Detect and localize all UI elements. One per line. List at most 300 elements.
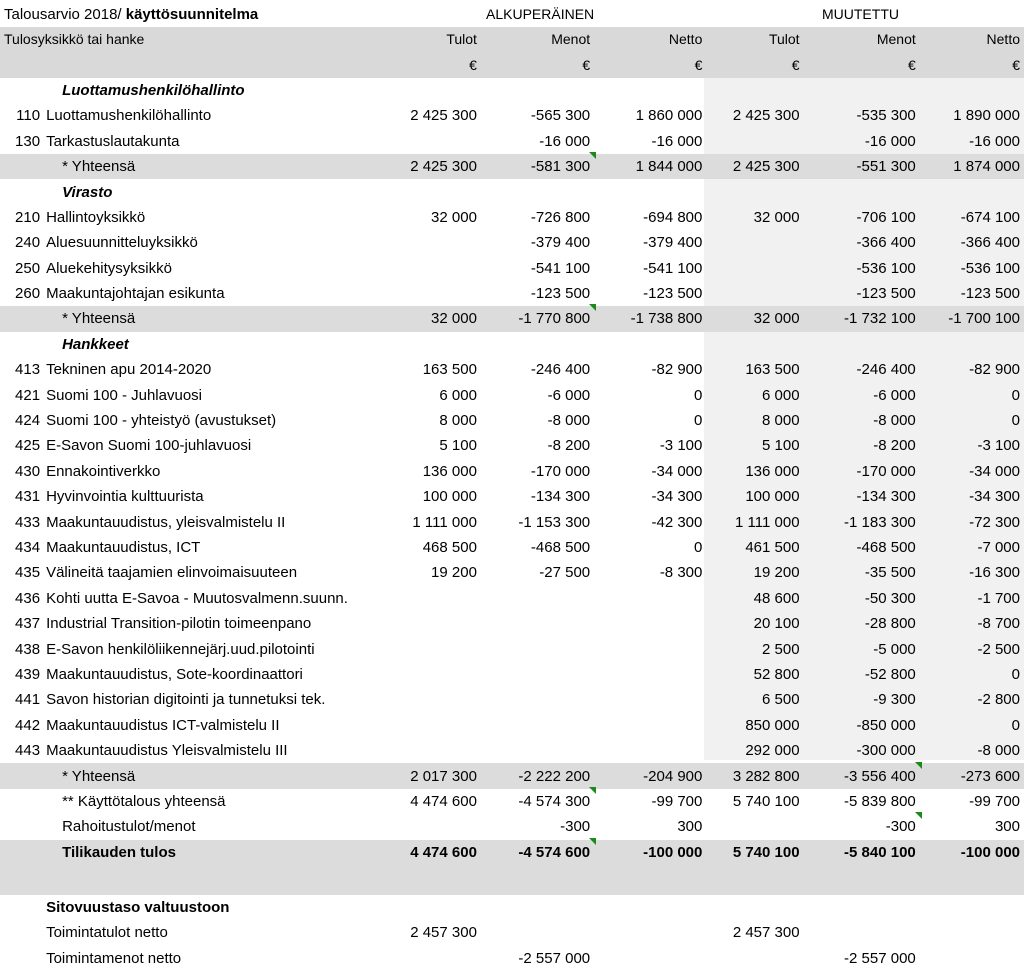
budget-table-body [0, 27, 1024, 971]
value-cell [804, 306, 920, 331]
value-text: 0 [694, 412, 703, 430]
col-header-menot-orig: Menot [481, 27, 594, 52]
value-text: -34 000 [969, 462, 1020, 480]
value-text: -535 300 [856, 107, 916, 125]
row-name: * Yhteensä [44, 763, 385, 788]
table-row [0, 738, 1024, 763]
value-text: -468 500 [856, 539, 916, 556]
currency-row-spacer [0, 52, 385, 77]
currency-cell: € [481, 52, 594, 77]
value-cell [385, 382, 481, 407]
value-text: -366 400 [856, 234, 916, 252]
value-text: 0 [1011, 716, 1020, 734]
value-text: -706 100 [856, 208, 916, 226]
value-cell [920, 636, 1024, 661]
value-text: 1 890 000 [953, 107, 1020, 125]
value-text: 32 000 [431, 208, 477, 226]
row-name: Rahoitustulot/menot [62, 818, 196, 836]
value-text: 461 500 [745, 539, 800, 556]
value-text: 4 474 600 [410, 792, 477, 810]
value-text: -123 500 [643, 285, 703, 303]
value-text: -7 000 [977, 539, 1020, 556]
value-cell [920, 789, 1024, 814]
binding-value [920, 946, 1024, 971]
row-code: 413 [15, 361, 41, 379]
value-text: -8 000 [547, 412, 591, 430]
value-cell [920, 103, 1024, 128]
value-cell [706, 535, 803, 560]
value-cell [706, 586, 803, 611]
row-code [0, 154, 44, 179]
value-text: -34 300 [969, 488, 1020, 506]
section-code-spacer [0, 78, 44, 103]
row-code: 424 [15, 412, 41, 430]
value-cell [706, 433, 803, 458]
value-text: 100 000 [422, 488, 477, 506]
value-cell [481, 357, 594, 382]
value-text: -8 000 [977, 742, 1020, 760]
value-cell [706, 230, 803, 255]
value-text: 2 425 300 [732, 158, 800, 176]
value-cell [706, 509, 803, 534]
value-cell [804, 230, 920, 255]
value-text: -1 183 300 [844, 513, 916, 531]
table-row [0, 459, 1024, 484]
value-cell [481, 560, 594, 585]
value-cell [920, 738, 1024, 763]
value-text: -850 000 [856, 716, 916, 734]
value-cell [706, 687, 803, 712]
value-text: 4 474 600 [410, 843, 477, 861]
row-code [0, 763, 44, 788]
value-cell [594, 256, 706, 281]
row-name: Maakuntauudistus Yleisvalmistelu III [46, 742, 288, 760]
value-cell [385, 789, 481, 814]
row-code [0, 814, 44, 839]
row-code: 250 [15, 259, 41, 277]
value-text: 292 000 [745, 742, 800, 760]
binding-value [481, 920, 594, 945]
row-name: * Yhteensä [44, 306, 385, 331]
value-text: -3 556 400 [844, 767, 916, 785]
value-cell [385, 484, 481, 509]
value-cell [804, 459, 920, 484]
value-cell [706, 814, 803, 839]
value-cell [481, 713, 594, 738]
value-text: -246 400 [856, 361, 916, 379]
value-cell [594, 814, 706, 839]
value-text: 6 000 [439, 386, 477, 404]
value-text: -674 100 [960, 208, 1020, 226]
row-name: ** Käyttötalous yhteensä [62, 792, 226, 810]
value-cell [481, 484, 594, 509]
value-text: 100 000 [745, 488, 800, 506]
row-name: Suomi 100 - Juhlavuosi [46, 386, 202, 404]
value-cell [594, 357, 706, 382]
row-name: Tarkastuslautakunta [46, 132, 180, 150]
value-cell [385, 662, 481, 687]
binding-value: -2 557 000 [518, 949, 591, 967]
value-cell [481, 103, 594, 128]
binding-value: 2 457 300 [732, 924, 800, 942]
row-name: Hyvinvointia kulttuurista [46, 488, 204, 506]
row-name: Ennakointiverkko [46, 462, 161, 480]
binding-value [594, 946, 706, 971]
value-cell [804, 256, 920, 281]
value-text: -551 300 [856, 158, 916, 176]
row-name: E-Savon Suomi 100-juhlavuosi [46, 437, 252, 455]
value-text: 0 [1011, 386, 1020, 404]
value-text: -2 222 200 [518, 767, 591, 785]
section-heading-row [0, 78, 1024, 103]
value-text: -99 700 [969, 792, 1020, 810]
row-name: Luottamushenkilöhallinto [46, 107, 212, 125]
title-bold: käyttösuunnitelma [125, 6, 259, 23]
value-text: -300 [560, 818, 591, 836]
value-cell [481, 840, 594, 865]
table-row [0, 560, 1024, 585]
value-cell [920, 230, 1024, 255]
value-text: 136 000 [745, 462, 800, 480]
value-cell [920, 484, 1024, 509]
value-text: -300 000 [856, 742, 916, 760]
value-text: 2 425 300 [732, 107, 800, 125]
value-text: -1 700 [977, 589, 1020, 607]
row-name: E-Savon henkilöliikennejärj.uud.pilotointi [46, 640, 315, 658]
value-cell [385, 814, 481, 839]
row-code: 439 [15, 665, 41, 683]
unit-label: Tulosyksikkö tai hanke [0, 27, 385, 52]
value-cell [594, 738, 706, 763]
row-name: Tilikauden tulos [44, 840, 385, 865]
value-text: 5 100 [439, 437, 477, 455]
currency-row [0, 52, 1024, 77]
value-text: -6 000 [873, 386, 916, 404]
value-text: 0 [1011, 412, 1020, 430]
value-cell [385, 713, 481, 738]
value-text: -16 000 [969, 132, 1020, 150]
value-text: 163 500 [745, 361, 800, 379]
value-cell [706, 713, 803, 738]
value-cell [706, 560, 803, 585]
row-code: 425 [15, 437, 41, 455]
value-text: -134 300 [856, 488, 916, 506]
value-cell [481, 586, 594, 611]
value-text: -726 800 [530, 208, 591, 226]
value-text: -16 000 [864, 132, 916, 150]
value-text: -8 000 [873, 412, 916, 430]
value-text: -27 500 [539, 564, 591, 582]
row-code [0, 840, 44, 865]
row-name: Maakuntajohtajan esikunta [46, 285, 225, 303]
value-text: -273 600 [960, 767, 1020, 785]
spacer-row [0, 865, 1024, 895]
value-cell [385, 611, 481, 636]
value-text: -50 300 [864, 589, 916, 607]
section-heading-row [0, 332, 1024, 357]
binding-row [0, 920, 1024, 945]
value-text: 136 000 [422, 462, 477, 480]
value-text: 2 425 300 [410, 107, 477, 125]
value-text: 300 [994, 818, 1020, 836]
value-cell [920, 357, 1024, 382]
row-code: 438 [15, 640, 41, 658]
value-cell [385, 357, 481, 382]
value-text: 5 740 100 [732, 792, 800, 810]
value-text: -100 000 [643, 843, 703, 861]
value-text: -35 500 [864, 564, 916, 582]
value-cell [804, 713, 920, 738]
table-row [0, 662, 1024, 687]
value-text: 8 000 [762, 412, 800, 430]
row-code: 437 [15, 615, 41, 633]
total-row [0, 789, 1024, 814]
value-cell [920, 306, 1024, 331]
row-code: 431 [15, 488, 41, 506]
value-text: -3 100 [659, 437, 703, 455]
value-text: -581 300 [530, 158, 591, 176]
value-cell [804, 560, 920, 585]
column-header-row [0, 27, 1024, 52]
value-text: -379 400 [530, 234, 591, 252]
value-text: -82 900 [969, 361, 1020, 379]
row-name: Suomi 100 - yhteistyö (avustukset) [46, 412, 277, 430]
table-row [0, 484, 1024, 509]
value-cell [804, 509, 920, 534]
value-text: -123 500 [530, 285, 591, 303]
value-cell [920, 256, 1024, 281]
value-text: 5 100 [762, 437, 800, 455]
value-cell [385, 230, 481, 255]
value-text: -1 770 800 [518, 310, 591, 328]
value-cell [920, 560, 1024, 585]
table-row [0, 713, 1024, 738]
table-row [0, 256, 1024, 281]
row-code [0, 789, 44, 814]
table-row [0, 408, 1024, 433]
value-text: -1 153 300 [518, 513, 591, 531]
value-cell [920, 611, 1024, 636]
binding-value [804, 920, 920, 945]
value-text: 1 111 000 [735, 513, 800, 531]
row-code: 435 [15, 564, 41, 582]
value-cell [481, 738, 594, 763]
value-cell [385, 738, 481, 763]
value-cell [804, 382, 920, 407]
value-cell [706, 154, 803, 179]
value-text: 52 800 [753, 665, 800, 683]
value-cell [706, 281, 803, 306]
table-row [0, 586, 1024, 611]
value-text: -123 500 [856, 285, 916, 303]
value-text: -366 400 [960, 234, 1020, 252]
row-code: 442 [15, 716, 41, 734]
value-cell [594, 408, 706, 433]
table-row [0, 230, 1024, 255]
value-cell [706, 840, 803, 865]
value-text: -8 200 [873, 437, 916, 455]
value-cell [706, 357, 803, 382]
value-cell [706, 408, 803, 433]
value-text: -100 000 [960, 843, 1020, 861]
row-name: Maakuntauudistus, Sote-koordinaattori [46, 665, 303, 683]
value-cell [920, 840, 1024, 865]
value-text: -9 300 [873, 691, 916, 709]
value-cell [804, 408, 920, 433]
value-cell [920, 687, 1024, 712]
binding-value [594, 920, 706, 945]
table-row [0, 433, 1024, 458]
value-cell [920, 408, 1024, 433]
total-row [0, 306, 1024, 331]
value-text: 32 000 [753, 310, 800, 328]
binding-value: 2 457 300 [410, 924, 477, 942]
col-header-netto-changed: Netto [920, 27, 1024, 52]
value-cell [481, 256, 594, 281]
value-cell [920, 535, 1024, 560]
col-header-tulot-changed: Tulot [706, 27, 803, 52]
value-cell [481, 789, 594, 814]
row-name: Industrial Transition-pilotin toimeenpano [46, 615, 312, 633]
table-row [0, 636, 1024, 661]
value-cell [594, 636, 706, 661]
value-cell [804, 636, 920, 661]
row-name: Maakuntauudistus, ICT [46, 539, 201, 556]
value-text: -134 300 [530, 488, 591, 506]
col-header-menot-changed: Menot [804, 27, 920, 52]
value-cell [706, 789, 803, 814]
value-cell [594, 281, 706, 306]
value-text: -8 200 [547, 437, 591, 455]
value-cell [594, 306, 706, 331]
value-cell [594, 763, 706, 788]
value-cell [594, 535, 706, 560]
value-cell [706, 256, 803, 281]
value-cell [804, 763, 920, 788]
value-text: -1 738 800 [630, 310, 703, 328]
value-text: -536 100 [960, 259, 1020, 277]
value-cell [920, 763, 1024, 788]
value-cell [594, 103, 706, 128]
value-cell [706, 382, 803, 407]
value-text: -300 [885, 818, 916, 836]
value-cell [804, 687, 920, 712]
value-text: -16 000 [539, 132, 591, 150]
value-cell [804, 357, 920, 382]
value-cell [920, 205, 1024, 230]
row-name: Aluesuunnitteluyksikkö [46, 234, 198, 252]
value-cell [804, 205, 920, 230]
table-row [0, 382, 1024, 407]
col-header-tulot-orig: Tulot [385, 27, 481, 52]
value-text: -123 500 [960, 285, 1020, 303]
value-cell [385, 535, 481, 560]
row-name: * Yhteensä [44, 154, 385, 179]
value-cell [594, 484, 706, 509]
value-text: -5 840 100 [844, 843, 916, 861]
value-cell [920, 662, 1024, 687]
table-row [0, 509, 1024, 534]
budget-table [0, 27, 1024, 971]
value-text: -52 800 [864, 665, 916, 683]
section-code-spacer [0, 332, 44, 357]
section-code-spacer [0, 179, 44, 204]
value-cell [385, 256, 481, 281]
value-cell [385, 560, 481, 585]
value-cell [804, 154, 920, 179]
page-title [4, 6, 258, 26]
value-cell [706, 129, 803, 154]
value-text: 6 000 [762, 386, 800, 404]
value-text: -3 100 [977, 437, 1020, 455]
value-cell [481, 763, 594, 788]
binding-row-name: Toimintamenot netto [46, 949, 182, 967]
value-text: 2 425 300 [410, 158, 477, 176]
value-cell [385, 281, 481, 306]
table-row [0, 357, 1024, 382]
section-heading: Virasto [62, 183, 113, 201]
value-cell [481, 306, 594, 331]
value-cell [385, 205, 481, 230]
value-text: 48 600 [753, 589, 800, 607]
value-cell [706, 306, 803, 331]
value-text: 163 500 [422, 361, 477, 379]
value-cell [804, 535, 920, 560]
value-text: 19 200 [753, 564, 800, 582]
value-text: 6 500 [762, 691, 800, 709]
value-cell [706, 611, 803, 636]
value-cell [920, 382, 1024, 407]
value-cell [706, 103, 803, 128]
value-text: -2 500 [977, 640, 1020, 658]
value-cell [920, 586, 1024, 611]
value-text: -72 300 [969, 513, 1020, 531]
currency-cell: € [385, 52, 481, 77]
value-cell [481, 509, 594, 534]
total-row [0, 154, 1024, 179]
binding-row [0, 946, 1024, 971]
value-cell [594, 230, 706, 255]
value-text: -82 900 [651, 361, 703, 379]
value-text: 32 000 [431, 310, 477, 328]
value-cell [481, 611, 594, 636]
value-text: -694 800 [643, 208, 703, 226]
row-name: Maakuntauudistus ICT-valmistelu II [46, 716, 280, 734]
value-cell [385, 763, 481, 788]
table-row [0, 281, 1024, 306]
value-cell [804, 586, 920, 611]
value-cell [594, 129, 706, 154]
value-cell [920, 154, 1024, 179]
value-text: -1 732 100 [844, 310, 916, 328]
binding-value [385, 946, 481, 971]
value-text: 20 100 [753, 615, 800, 633]
value-cell [920, 459, 1024, 484]
value-text: 468 500 [422, 539, 477, 556]
value-text: -99 700 [651, 792, 703, 810]
row-code: 436 [15, 589, 41, 607]
value-text: -34 300 [651, 488, 703, 506]
value-text: -8 700 [977, 615, 1020, 633]
value-text: -536 100 [856, 259, 916, 277]
value-cell [481, 662, 594, 687]
value-cell [706, 763, 803, 788]
value-text: 300 [677, 818, 703, 836]
value-cell [481, 205, 594, 230]
row-code: 433 [15, 513, 41, 531]
value-text: 5 740 100 [732, 843, 800, 861]
row-name: Tekninen apu 2014-2020 [46, 361, 212, 379]
